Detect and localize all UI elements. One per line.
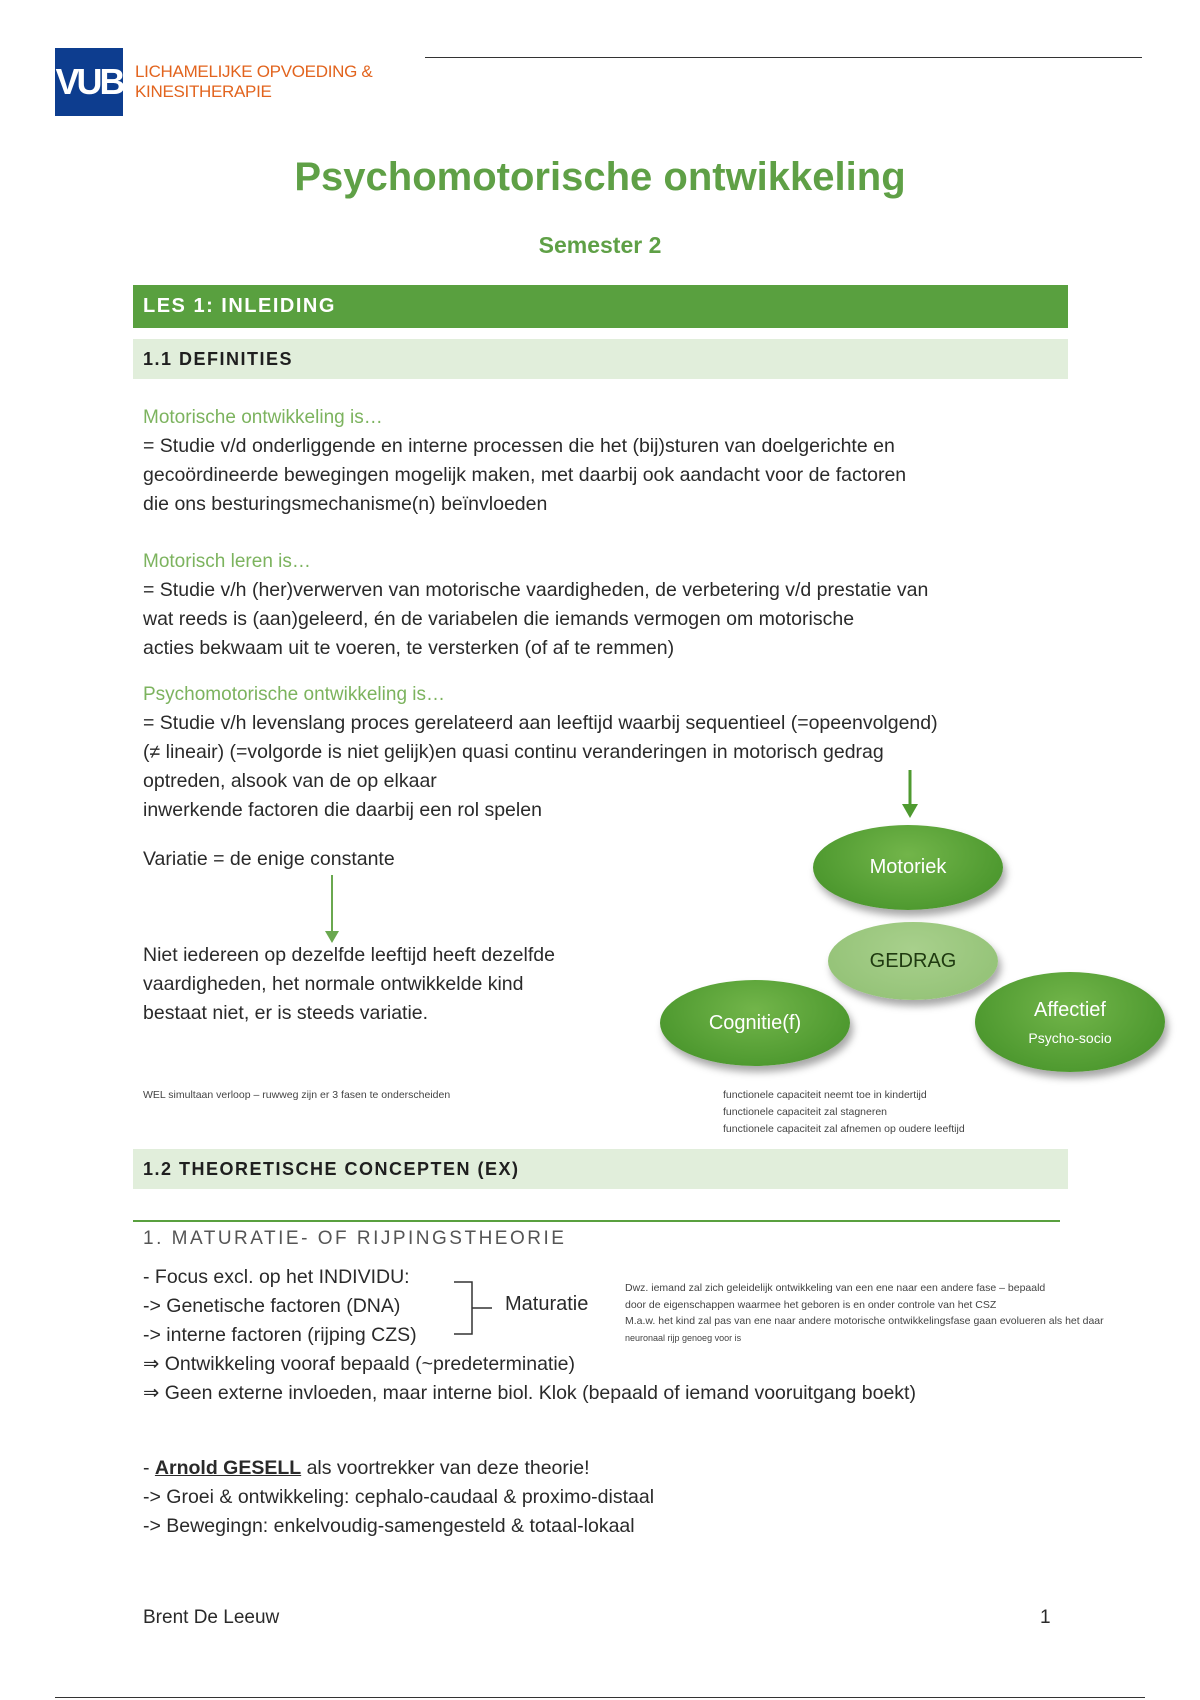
text-line: = Studie v/d onderliggende en interne processen die het (bij)sturen van doelgerichte en <box>143 435 895 457</box>
def-body-psychomotorische-ontwikkeling <box>143 709 938 825</box>
node-label: Affectief <box>1034 998 1106 1021</box>
variatie-statement: Variatie = de enige constante <box>143 848 395 870</box>
text-line: ⇒ Ontwikkeling vooraf bepaald (~predeterminatie) <box>143 1353 576 1375</box>
text-fragment: als voortrekker van deze theorie! <box>301 1457 590 1479</box>
text-line: wat reeds is (aan)geleerd, én de variabelen die iemands vermogen om motorische <box>143 608 855 630</box>
footer-author: Brent De Leeuw <box>143 1607 280 1628</box>
footer-page-number: 1 <box>1040 1607 1051 1628</box>
down-arrow-icon <box>320 875 350 945</box>
maturatie-note <box>625 1280 1104 1346</box>
down-arrow-icon <box>898 770 924 820</box>
text-fragment: - <box>143 1457 155 1479</box>
text-line: Niet iedereen op dezelfde leeftijd heeft dezelfde <box>143 944 555 966</box>
text-line: -> interne factoren (rijping CZS) <box>143 1324 417 1346</box>
def-title-motorische-ontwikkeling: Motorische ontwikkeling is… <box>143 407 383 428</box>
header-rule <box>425 57 1142 58</box>
text-line: functionele capaciteit neemt toe in kindertijd <box>723 1089 927 1101</box>
text-line: inwerkende factoren die daarbij een rol spelen <box>143 799 542 821</box>
faculty-line-2: KINESITHERAPIE <box>135 82 272 101</box>
text-line: vaardigheden, het normale ontwikkelde kind <box>143 973 524 995</box>
heading-les-1: LES 1: INLEIDING <box>133 285 1068 328</box>
text-line: Dwz. iemand zal zich geleidelijk ontwikkeling van een ene naar een andere fase – bepaald <box>625 1282 1046 1294</box>
def-body-motorische-ontwikkeling <box>143 432 906 519</box>
faculty-line-1: LICHAMELIJKE OPVOEDING & <box>135 62 373 81</box>
footer-rule <box>55 1697 1145 1698</box>
text-line: -> Genetische factoren (DNA) <box>143 1295 401 1317</box>
text-line: neuronaal rijp genoeg voor is <box>625 1332 742 1343</box>
node-gedrag <box>828 922 998 1000</box>
maturatie-label: Maturatie <box>505 1293 589 1315</box>
document-subtitle: Semester 2 <box>538 232 662 258</box>
def-title-motorisch-leren: Motorisch leren is… <box>143 551 311 572</box>
node-cognitie <box>660 980 850 1066</box>
text-line: M.a.w. het kind zal pas van ene naar andere motorische ontwikkelingsfase gaan evolueren als het daar <box>625 1315 1104 1327</box>
note-functionele-capaciteit <box>723 1087 965 1138</box>
text-line: optreden, alsook van de op elkaar <box>143 770 437 792</box>
text-line: (≠ lineair) (=volgorde is niet gelijk)en quasi continu veranderingen in motorisch gedrag <box>143 741 884 763</box>
heading-1-2: 1.2 THEORETISCHE CONCEPTEN (EX) <box>133 1149 1068 1189</box>
text-line: functionele capaciteit zal stagneren <box>723 1106 888 1118</box>
text-line: -> Groei & ontwikkeling: cephalo-caudaal & proximo-distaal <box>143 1486 655 1508</box>
text-line: - Focus excl. op het INDIVIDU: <box>143 1266 410 1288</box>
vub-logo: VUB <box>55 48 123 116</box>
gesell-line <box>143 1454 654 1483</box>
text-line: door de eigenschappen waarmee het geboren is en onder controle van het CSZ <box>625 1298 997 1311</box>
document-title: Psychomotorische ontwikkeling <box>294 155 906 199</box>
node-sublabel: Psycho-socio <box>1028 1029 1112 1046</box>
variatie-explanation <box>143 941 555 1028</box>
gesell-block <box>143 1454 654 1541</box>
text-line: die ons besturingsmechanisme(n) beïnvloeden <box>143 493 548 515</box>
note-simultaan: WEL simultaan verloop – ruwweg zijn er 3 fasen te onderscheiden <box>143 1089 451 1101</box>
text-line: = Studie v/h (her)verwerven van motorische vaardigheden, de verbetering v/d prestatie van <box>143 579 929 601</box>
text-line: -> Bewegingn: enkelvoudig-samengesteld & totaal-lokaal <box>143 1515 635 1537</box>
text-line: functionele capaciteit zal afnemen op oudere leeftijd <box>723 1123 965 1135</box>
def-body-motorisch-leren <box>143 576 928 663</box>
node-label: GEDRAG <box>869 949 957 972</box>
gesell-name: Arnold GESELL <box>154 1457 302 1479</box>
node-label: Motoriek <box>869 856 947 878</box>
node-label: Cognitie(f) <box>708 1011 802 1034</box>
heading-maturatie: 1. MATURATIE- OF RIJPINGSTHEORIE <box>143 1228 567 1249</box>
text-line: gecoördineerde bewegingen mogelijk maken, met daarbij ook aandacht voor de factoren <box>143 464 907 486</box>
faculty-name <box>135 62 372 102</box>
node-motoriek <box>813 825 1003 910</box>
def-title-psychomotorische-ontwikkeling: Psychomotorische ontwikkeling is… <box>143 684 446 705</box>
bracket-icon <box>452 1280 494 1338</box>
text-line: = Studie v/h levenslang proces gerelateerd aan leeftijd waarbij sequentieel (=opeenvolgend) <box>143 712 938 734</box>
section-rule <box>133 1220 1060 1222</box>
node-affectief <box>975 972 1165 1072</box>
text-line: acties bekwaam uit te voeren, te versterken (of af te remmen) <box>143 637 675 659</box>
heading-1-1: 1.1 DEFINITIES <box>133 339 1068 379</box>
text-line: ⇒ Geen externe invloeden, maar interne biol. Klok (bepaald of iemand vooruitgang boekt) <box>143 1382 916 1404</box>
text-line: bestaat niet, er is steeds variatie. <box>143 1002 429 1024</box>
